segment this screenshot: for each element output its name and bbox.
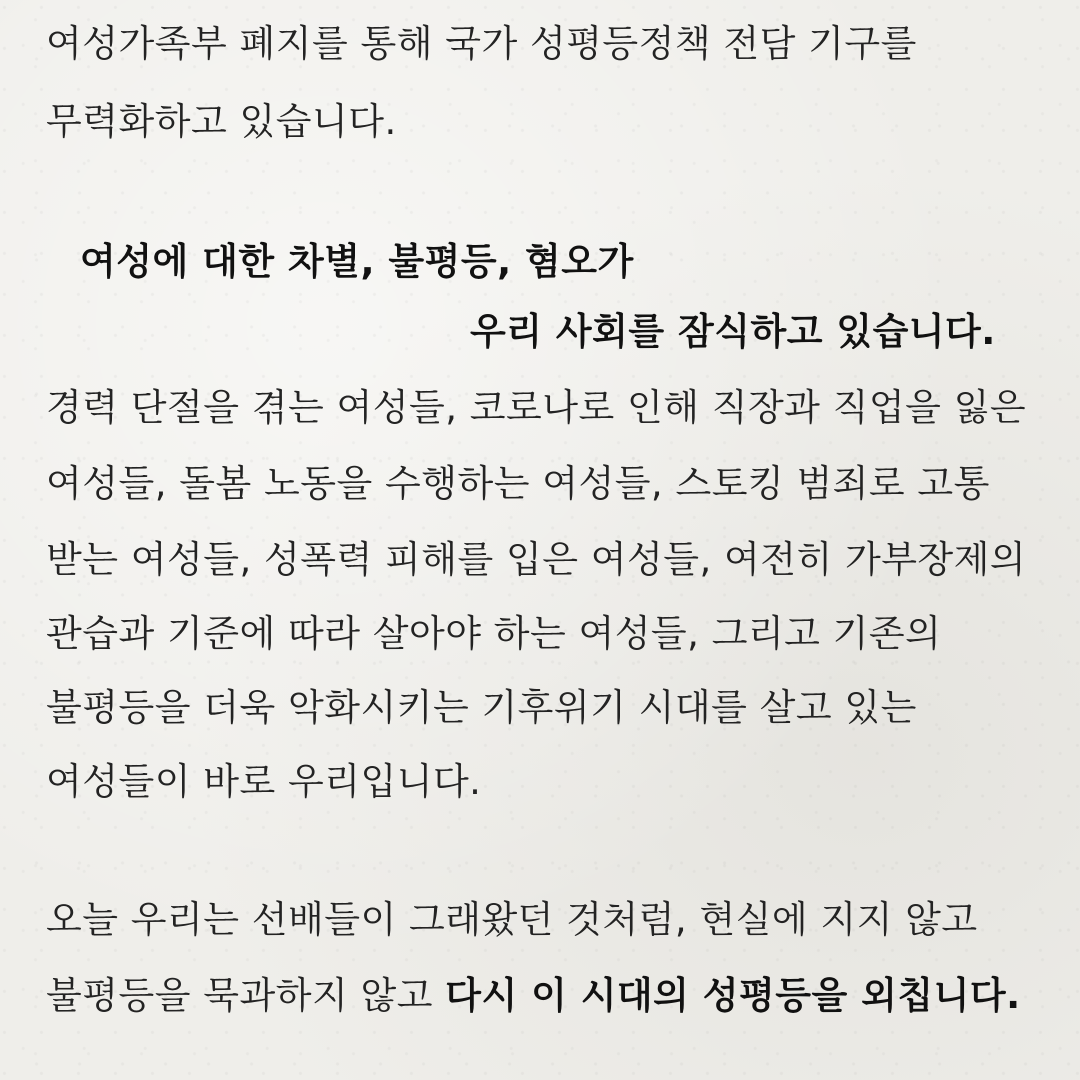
text-line: 오늘 우리는 선배들이 그래왔던 것처럼, 현실에 지지 않고	[46, 898, 978, 941]
text-line: 여성들이 바로 우리입니다.	[46, 760, 482, 803]
text-line: 여성가족부 폐지를 통해 국가 성평등정책 전담 기구를	[46, 22, 917, 65]
text-line: 여성들, 돌봄 노동을 수행하는 여성들, 스토킹 범죄로 고통	[46, 462, 990, 505]
closing-line	[46, 972, 1021, 1020]
text-line: 불평등을 더욱 악화시키는 기후위기 시대를 살고 있는	[46, 686, 917, 729]
text-line: 경력 단절을 겪는 여성들, 코로나로 인해 직장과 직업을 잃은	[46, 386, 1027, 429]
emphasis-line-2: 우리 사회를 잠식하고 있습니다.	[470, 310, 996, 353]
emphasis-line-1: 여성에 대한 차별, 불평등, 혐오가	[80, 240, 634, 283]
closing-bold-text: 다시 이 시대의 성평등을 외칩니다.	[445, 974, 1021, 1017]
text-line: 무력화하고 있습니다.	[46, 100, 397, 143]
closing-plain-text: 불평등을 묵과하지 않고	[46, 974, 446, 1017]
text-line: 관습과 기준에 따라 살아야 하는 여성들, 그리고 기존의	[46, 612, 942, 655]
text-line: 받는 여성들, 성폭력 피해를 입은 여성들, 여전히 가부장제의	[46, 538, 1027, 581]
